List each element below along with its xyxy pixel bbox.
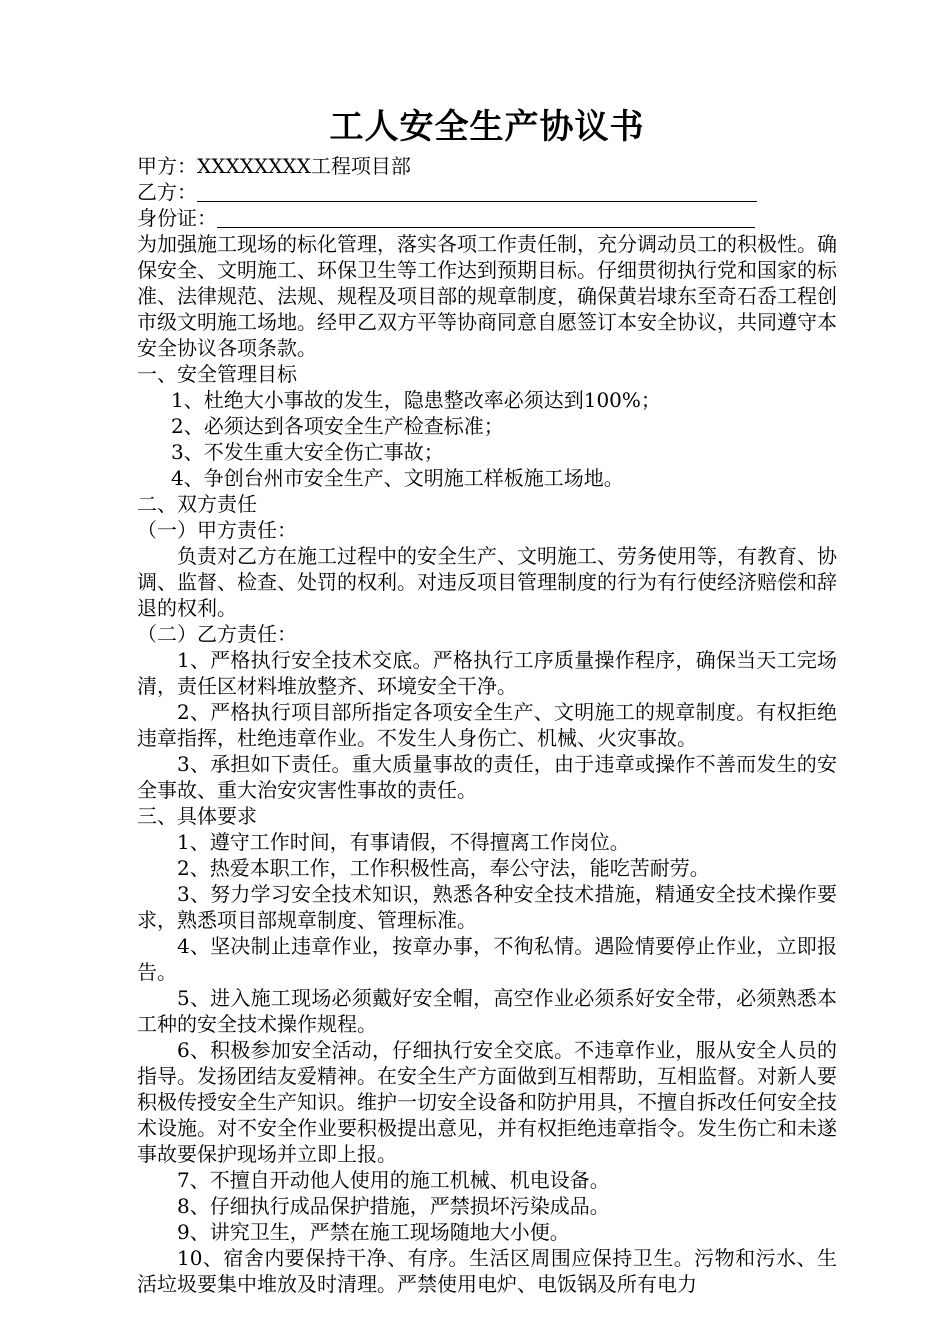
agreement-document [137,105,837,1297]
party-b-duty-item: 3、承担如下责任。重大质量事故的责任，由于违章或操作不善而发生的安全事故、重大治安灾害性事故的责任。 [137,752,837,802]
party-b-label: 乙方： [137,180,197,204]
section-3-heading: 三、具体要求 [137,804,257,828]
id-label: 身份证： [137,206,217,230]
goal-item: 3、不发生重大安全伤亡事故； [171,440,444,464]
section-2-heading: 二、双方责任 [137,492,257,516]
id-blank[interactable] [217,207,755,228]
requirement-item: 1、遵守工作时间，有事请假，不得擅离工作岗位。 [177,830,630,854]
requirement-item: 9、讲究卫生，严禁在施工现场随地大小便。 [177,1220,570,1244]
requirement-item: 5、进入施工现场必须戴好安全帽，高空作业必须系好安全带，必须熟悉本工种的安全技术操作规程。 [137,986,837,1036]
goal-item: 1、杜绝大小事故的发生，隐患整改率必须达到100%； [171,388,661,412]
document-title: 工人安全生产协议书 [329,107,645,147]
party-b-field [137,179,837,205]
requirement-item: 2、热爱本职工作，工作积极性高，奉公守法，能吃苦耐劳。 [177,856,710,880]
party-b-blank[interactable] [197,181,757,202]
section-1-heading: 一、安全管理目标 [137,362,297,386]
party-a-duty-text: 负责对乙方在施工过程中的安全生产、文明施工、劳务使用等，有教育、协调、监督、检查、处罚的权利。对违反项目管理制度的行为有行使经济赔偿和辞退的权利。 [137,544,837,620]
requirement-item: 8、仔细执行成品保护措施，严禁损坏污染成品。 [177,1194,610,1218]
party-b-duty-item: 2、严格执行项目部所指定各项安全生产、文明施工的规章制度。有权拒绝违章指挥，杜绝违章作业。不发生人身伤亡、机械、火灾事故。 [137,700,837,750]
goal-item: 4、争创台州市安全生产、文明施工样板施工场地。 [171,466,624,490]
requirement-item: 10、宿舍内要保持干净、有序。生活区周围应保持卫生。污物和污水、生活垃圾要集中堆放及时清理。严禁使用电炉、电饭锅及所有电力 [137,1246,837,1296]
intro-paragraph: 为加强施工现场的标化管理，落实各项工作责任制，充分调动员工的积极性。确保安全、文明施工、环保卫生等工作达到预期目标。仔细贯彻执行党和国家的标准、法律规范、法规、规程及项目部的规章制度，确保黄岩埭东至奇石岙工程创市级文明施工场地。经甲乙双方平等协商同意自愿签订本安全协议，共同遵守本安全协议各项条款。 [137,232,837,360]
id-field [137,205,837,231]
party-a-line: 甲方：XXXXXXXX工程项目部 [137,154,411,178]
goal-item: 2、必须达到各项安全生产检查标准； [171,414,504,438]
requirement-item: 4、坚决制止违章作业，按章办事，不徇私情。遇险情要停止作业，立即报告。 [137,934,837,984]
party-b-duty-item: 1、严格执行安全技术交底。严格执行工序质量操作程序，确保当天工完场清，责任区材料堆放整齐、环境安全干净。 [137,648,837,698]
requirement-item: 7、不擅自开动他人使用的施工机械、机电设备。 [177,1168,610,1192]
requirement-item: 3、努力学习安全技术知识，熟悉各种安全技术措施，精通安全技术操作要求，熟悉项目部规章制度、管理标准。 [137,882,837,932]
requirement-item: 6、积极参加安全活动，仔细执行安全交底。不违章作业，服从安全人员的指导。发扬团结友爱精神。在安全生产方面做到互相帮助，互相监督。对新人要积极传授安全生产知识。维护一切安全设备和防护用具，不擅自拆改任何安全技术设施。对不安全作业要积极提出意见，并有权拒绝违章指令。发生伤亡和未遂事故要保护现场并立即上报。 [137,1038,837,1166]
party-a-duty-heading: （一）甲方责任： [137,518,297,542]
party-b-duty-heading: （二）乙方责任： [137,622,297,646]
